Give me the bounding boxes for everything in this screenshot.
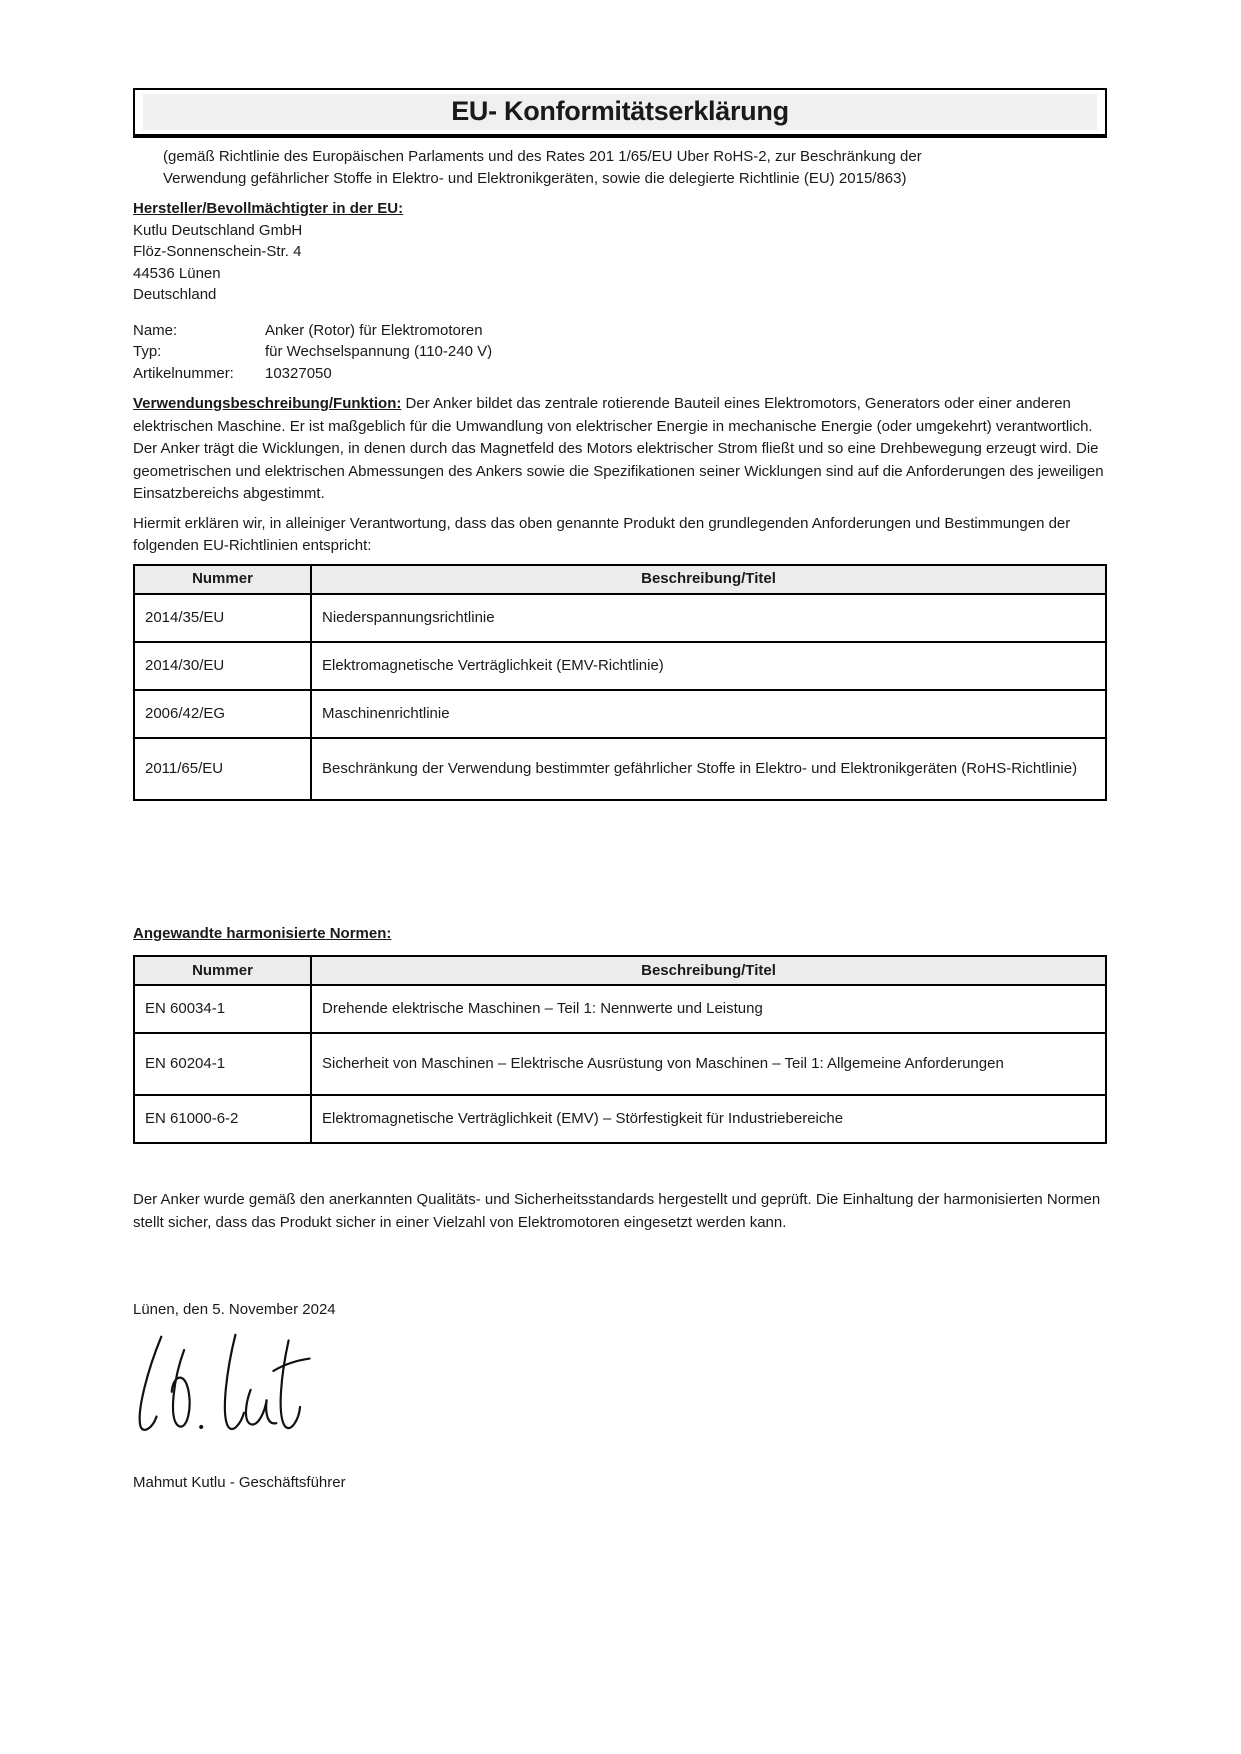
product-type-label: Typ: [133,343,162,360]
norms-table [133,955,1107,1144]
norms-header-beschreibung: Beschreibung/Titel [311,956,1106,985]
directives-header-nummer: Nummer [134,565,311,594]
signatory-name: Mahmut Kutlu - Geschäftsführer [133,1473,346,1491]
norm-title: Elektromagnetische Verträglichkeit (EMV) – Störfestigkeit für Industriebereiche [311,1095,1106,1143]
directive-title: Maschinenrichtlinie [311,690,1106,738]
norm-title: Sicherheit von Maschinen – Elektrische Ausrüstung von Maschinen – Teil 1: Allgemeine Anforderungen [311,1033,1106,1095]
manufacturer-street: Flöz-Sonnenschein-Str. 4 [133,243,302,260]
directive-title: Elektromagnetische Verträglichkeit (EMV-Richtlinie) [311,642,1106,690]
directive-number: 2014/35/EU [134,594,311,642]
product-type-value: für Wechselspannung (110-240 V) [265,343,493,360]
table-row [134,642,1106,690]
usage-description-text: Der Anker bildet das zentrale rotierende Bauteil eines Elektromotors, Generators oder einer anderen elektrischen Maschine. Er ist maßgeblich für die Umwandlung von elektrischer Energie in mechanische Energie (oder umgekehrt) verantwortlich. Der Anker trägt die Wicklungen, in denen durch das Magnetfeld des Motors elektrischer Strom fließt und so eine Drehbewegung erzeugt wird. Die geometrischen und elektrischen Abmessungen des Ankers sowie die Spezifikationen seiner Wicklungen sind auf die Anforderungen des jeweiligen Einsatzbereichs abgestimmt. [133,395,1104,502]
table-row [134,738,1106,800]
title-box [133,88,1107,138]
date-line: Lünen, den 5. November 2024 [133,1301,336,1318]
norms-header-row [134,956,1106,985]
usage-description-heading: Verwendungsbeschreibung/Funktion: [133,395,402,412]
norm-title: Drehende elektrische Maschinen – Teil 1: Nennwerte und Leistung [311,985,1106,1033]
document-content [133,88,1107,1493]
manufacturer-name: Kutlu Deutschland GmbH [133,221,303,239]
directive-number: 2006/42/EG [134,690,311,738]
product-name-value: Anker (Rotor) für Elektromotoren [265,321,483,339]
product-details [133,320,1107,385]
table-row [134,1033,1106,1095]
product-article-label: Artikelnummer: [133,364,234,382]
directives-header-beschreibung: Beschreibung/Titel [311,565,1106,594]
page-title: EU- Konformitätserklärung [451,96,789,127]
signature-image [129,1329,319,1447]
product-type-row [133,341,1107,363]
table-row [134,594,1106,642]
declaration-paragraph: Hiermit erklären wir, in alleiniger Verantwortung, dass das oben genannte Produkt den grundlegenden Anforderungen und Bestimmungen der folgenden EU-Richtlinien entspricht: [133,514,1071,554]
norm-number: EN 60034-1 [134,985,311,1033]
manufacturer-address [133,220,1107,306]
product-article-row [133,363,1107,385]
usage-description-paragraph [133,393,1107,506]
product-article-value: 10327050 [265,364,332,382]
manufacturer-heading: Hersteller/Bevollmächtigter in der EU: [133,200,404,217]
directive-title: Niederspannungsrichtlinie [311,594,1106,642]
norm-number: EN 61000-6-2 [134,1095,311,1143]
directive-title: Beschränkung der Verwendung bestimmter gefährlicher Stoffe in Elektro- und Elektronikgeräten (RoHS-Richtlinie) [311,738,1106,800]
directives-table [133,564,1107,801]
norms-heading: Angewandte harmonisierte Normen: [133,924,392,942]
norm-number: EN 60204-1 [134,1033,311,1095]
directive-number: 2014/30/EU [134,642,311,690]
table-row [134,690,1106,738]
product-name-label: Name: [133,321,178,339]
directives-header-row [134,565,1106,594]
title-subtext: (gemäß Richtlinie des Europäischen Parlaments und des Rates 201 1/65/EU Uber RoHS-2, zur Beschränkung der Verwendung gefährlicher Stoffe in Elektro- und Elektronikgeräten, sowie die delegierte Richtlinie (EU) 2015/863) [163,148,922,187]
closing-paragraph: Der Anker wurde gemäß den anerkannten Qualitäts- und Sicherheitsstandards hergestellt und geprüft. Die Einhaltung der harmonisierten Normen stellt sicher, dass das Produkt sicher in einer Vielzahl von Elektromotoren eingesetzt werden kann. [133,1191,1101,1231]
product-name-row [133,320,1107,342]
directive-number: 2011/65/EU [134,738,311,800]
norms-header-nummer: Nummer [134,956,311,985]
title-banner [143,94,1097,130]
manufacturer-country: Deutschland [133,286,217,303]
table-row [134,1095,1106,1143]
manufacturer-city: 44536 Lünen [133,264,221,282]
table-row [134,985,1106,1033]
